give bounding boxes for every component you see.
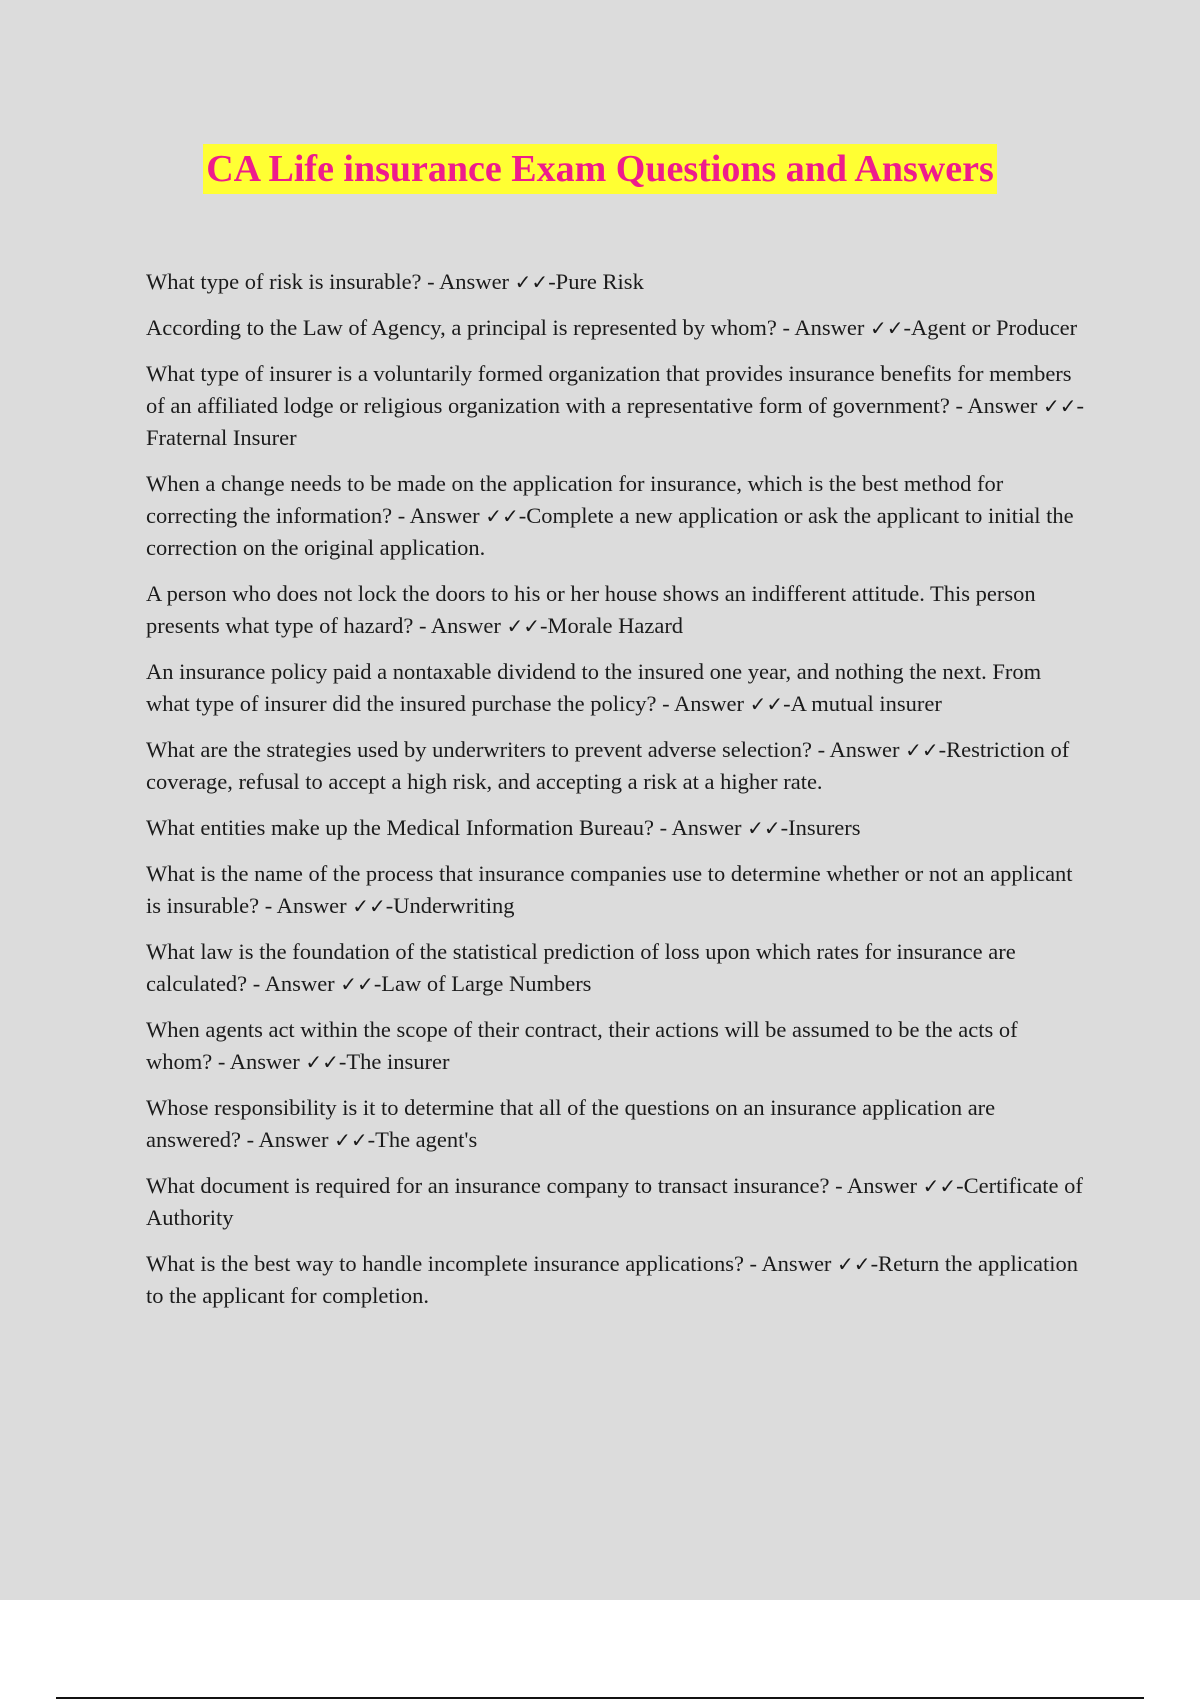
answer-text: -Return the application to the applicant for completion. — [146, 1251, 1078, 1308]
answer-text: -Insurers — [780, 815, 861, 840]
qa-item — [146, 812, 1086, 844]
question-text: According to the Law of Agency, a principal is represented by whom? - — [146, 315, 795, 340]
question-text: Whose responsibility is it to determine that all of the questions on an insurance application are answered? - — [146, 1095, 996, 1152]
check-icon: ✓✓ — [340, 972, 374, 996]
question-text: What is the name of the process that insurance companies use to determine whether or not an applicant is insurable? - — [146, 861, 1073, 918]
answer-text: -Pure Risk — [548, 269, 644, 294]
check-icon: ✓✓ — [514, 270, 549, 294]
check-icon: ✓✓ — [922, 1174, 957, 1198]
qa-item — [146, 656, 1086, 720]
answer-text: -The insurer — [338, 1049, 450, 1074]
qa-item — [146, 312, 1086, 344]
question-text: What document is required for an insurance company to transact insurance? - — [146, 1173, 847, 1198]
check-icon: ✓✓ — [837, 1252, 871, 1276]
answer-label: Answer — [673, 691, 744, 716]
answer-text: -The agent's — [367, 1127, 478, 1152]
question-text: What is the best way to handle incomplete insurance applications? - — [146, 1251, 762, 1276]
qa-item — [146, 936, 1086, 1000]
qa-item — [146, 858, 1086, 922]
footer-rule — [56, 1697, 1144, 1699]
question-text: What entities make up the Medical Information Bureau? - — [146, 815, 672, 840]
check-icon: ✓✓ — [747, 816, 781, 840]
question-text: An insurance policy paid a nontaxable dividend to the insured one year, and nothing the next. From what type of insurer did the insured purchase the policy? - — [146, 659, 1042, 716]
answer-label: Answer — [846, 1173, 917, 1198]
check-icon: ✓✓ — [352, 894, 386, 918]
answer-text: -Morale Hazard — [540, 613, 684, 638]
answer-text: -A mutual insurer — [783, 691, 942, 716]
answer-text: -Restriction of coverage, refusal to accept a high risk, and accepting a risk at a higher rate. — [146, 737, 1070, 794]
answer-text: -Law of Large Numbers — [373, 971, 592, 996]
answer-label: Answer — [258, 1127, 329, 1152]
qa-item — [146, 578, 1086, 642]
question-text: When agents act within the scope of their contract, their actions will be assumed to be the acts of whom? - — [146, 1017, 1018, 1074]
answer-text: -Certificate of Authority — [146, 1173, 1083, 1230]
page-title: CA Life insurance Exam Questions and Answers — [203, 144, 997, 194]
check-icon: ✓✓ — [485, 504, 519, 528]
question-text: What type of risk is insurable? - — [146, 269, 440, 294]
qa-list — [146, 266, 1086, 1326]
qa-item — [146, 1170, 1086, 1234]
question-text: A person who does not lock the doors to his or her house shows an indifferent attitude. This person presents what type of hazard? - — [146, 581, 1036, 638]
qa-item — [146, 1092, 1086, 1156]
title-wrap — [0, 144, 1200, 194]
question-text: What law is the foundation of the statistical prediction of loss upon which rates for insurance are calculated? - — [146, 939, 1016, 996]
answer-label: Answer — [967, 393, 1038, 418]
check-icon: ✓✓ — [506, 614, 541, 638]
question-text: What are the strategies used by underwriters to prevent adverse selection? - — [146, 737, 830, 762]
answer-label: Answer — [761, 1251, 832, 1276]
check-icon: ✓✓ — [869, 316, 904, 340]
answer-label: Answer — [229, 1049, 300, 1074]
qa-item — [146, 734, 1086, 798]
qa-item — [146, 1248, 1086, 1312]
check-icon: ✓✓ — [1043, 394, 1077, 418]
qa-item — [146, 1014, 1086, 1078]
answer-text: -Agent or Producer — [903, 315, 1078, 340]
answer-label: Answer — [439, 269, 510, 294]
check-icon: ✓✓ — [305, 1050, 339, 1074]
answer-text: -Fraternal Insurer — [146, 393, 1085, 450]
answer-text: -Complete a new application or ask the applicant to initial the correction on the original application. — [146, 503, 1074, 560]
answer-label: Answer — [264, 971, 335, 996]
answer-label: Answer — [794, 315, 865, 340]
check-icon: ✓✓ — [905, 738, 939, 762]
check-icon: ✓✓ — [334, 1128, 368, 1152]
qa-item — [146, 266, 1086, 298]
answer-text: -Underwriting — [385, 893, 515, 918]
answer-label: Answer — [409, 503, 480, 528]
question-text: What type of insurer is a voluntarily formed organization that provides insurance benefits for members of an affiliated lodge or religious organization with a representative form of government? - — [146, 361, 1072, 418]
answer-label: Answer — [829, 737, 900, 762]
qa-item — [146, 468, 1086, 564]
qa-item — [146, 358, 1086, 454]
question-text: When a change needs to be made on the application for insurance, which is the best method for correcting the information? - — [146, 471, 1004, 528]
answer-label: Answer — [671, 815, 742, 840]
answer-label: Answer — [430, 613, 501, 638]
check-icon: ✓✓ — [749, 692, 784, 716]
answer-label: Answer — [276, 893, 347, 918]
